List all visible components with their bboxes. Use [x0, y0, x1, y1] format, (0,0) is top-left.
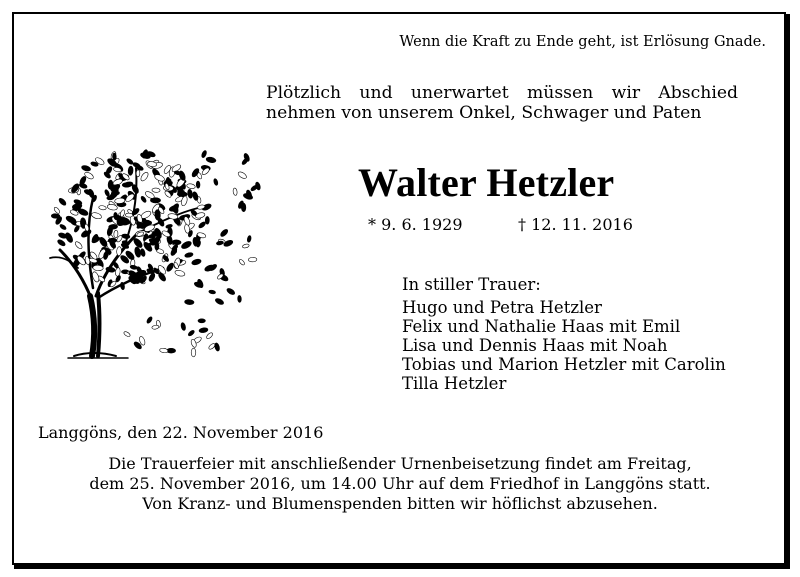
- mourner-item: Tobias und Marion Hetzler mit Carolin: [402, 355, 726, 374]
- motto-text: Wenn die Kraft zu Ende geht, ist Erlösung Gnade.: [399, 34, 766, 50]
- intro-line-2: nehmen von unserem Onkel, Schwager und Paten: [266, 103, 702, 123]
- service-line-3: Von Kranz- und Blumenspenden bitten wir höflichst abzusehen.: [142, 494, 658, 513]
- deceased-name: Walter Hetzler: [358, 160, 615, 205]
- mourners-list: [402, 298, 726, 393]
- mourner-item: Hugo und Petra Hetzler: [402, 298, 602, 317]
- death-date: † 12. 11. 2016: [518, 215, 633, 234]
- mourner-item: Felix und Nathalie Haas mit Emil: [402, 317, 681, 336]
- service-line-1: Die Trauerfeier mit anschließender Urnenbeisetzung findet am Freitag,: [108, 454, 692, 473]
- mourning-heading: In stiller Trauer:: [402, 275, 541, 294]
- mourner-item: Lisa und Dennis Haas mit Noah: [402, 336, 668, 355]
- service-announcement: [0, 454, 800, 514]
- place-and-date: Langgöns, den 22. November 2016: [38, 423, 324, 442]
- intro-line-1: Plötzlich und unerwartet müssen wir Abschied: [266, 83, 738, 103]
- tree-with-falling-leaves-icon: [38, 128, 263, 367]
- mourner-item: Tilla Hetzler: [402, 374, 507, 393]
- birth-date: * 9. 6. 1929: [368, 215, 463, 234]
- service-line-2: dem 25. November 2016, um 14.00 Uhr auf dem Friedhof in Langgöns statt.: [89, 474, 711, 493]
- intro-paragraph: [266, 83, 738, 123]
